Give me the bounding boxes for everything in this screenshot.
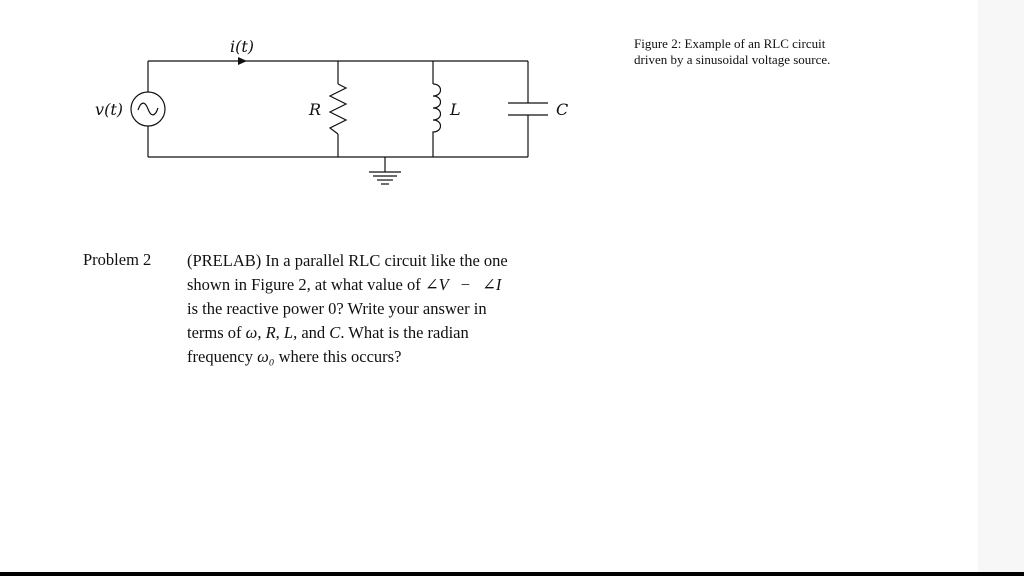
resistor-icon (330, 84, 346, 134)
var-l: L (283, 323, 294, 342)
text-run: , (257, 323, 266, 342)
text-run: where this occurs? (274, 347, 402, 366)
problem-line: is the reactive power 0? Write your answer in (187, 299, 487, 318)
current-arrow-icon (238, 57, 247, 65)
problem-line (187, 321, 567, 345)
problem-line (187, 345, 567, 369)
angle-i: ∠I (482, 275, 502, 294)
resistor-label: R (308, 100, 321, 119)
text-run: , and (293, 323, 330, 342)
rlc-circuit-diagram (0, 0, 620, 200)
page-margin-strip (978, 0, 1024, 572)
source-label: v(t) (95, 100, 123, 119)
text-run: terms of (187, 323, 246, 342)
figure-caption (634, 36, 934, 68)
inductor-label: L (450, 100, 461, 119)
caption-line: driven by a sinusoidal voltage source. (634, 52, 831, 67)
text-run: frequency (187, 347, 258, 366)
capacitor-icon (508, 103, 548, 115)
text-run: shown in Figure 2, at what value of (187, 275, 425, 294)
caption-line: Figure 2: Example of an RLC circuit (634, 36, 826, 51)
var-c: C (329, 323, 341, 342)
problem-label: Problem 2 (83, 250, 152, 269)
problem-text (187, 249, 567, 369)
ground-icon (369, 172, 401, 184)
capacitor-label: C (556, 100, 569, 119)
ac-source-icon (131, 92, 165, 126)
omega-zero: ω₀ (257, 347, 275, 366)
omega: ω (245, 323, 258, 342)
problem-line (187, 273, 567, 297)
minus-sign: − (460, 275, 471, 294)
current-label: i(t) (229, 37, 255, 56)
text-run: , (275, 323, 284, 342)
angle-v: ∠V (424, 275, 449, 294)
var-r: R (265, 323, 276, 342)
inductor-icon (433, 84, 441, 134)
problem-line: (PRELAB) In a parallel RLC circuit like the one (187, 251, 508, 270)
text-run: . What is the radian (340, 323, 469, 342)
